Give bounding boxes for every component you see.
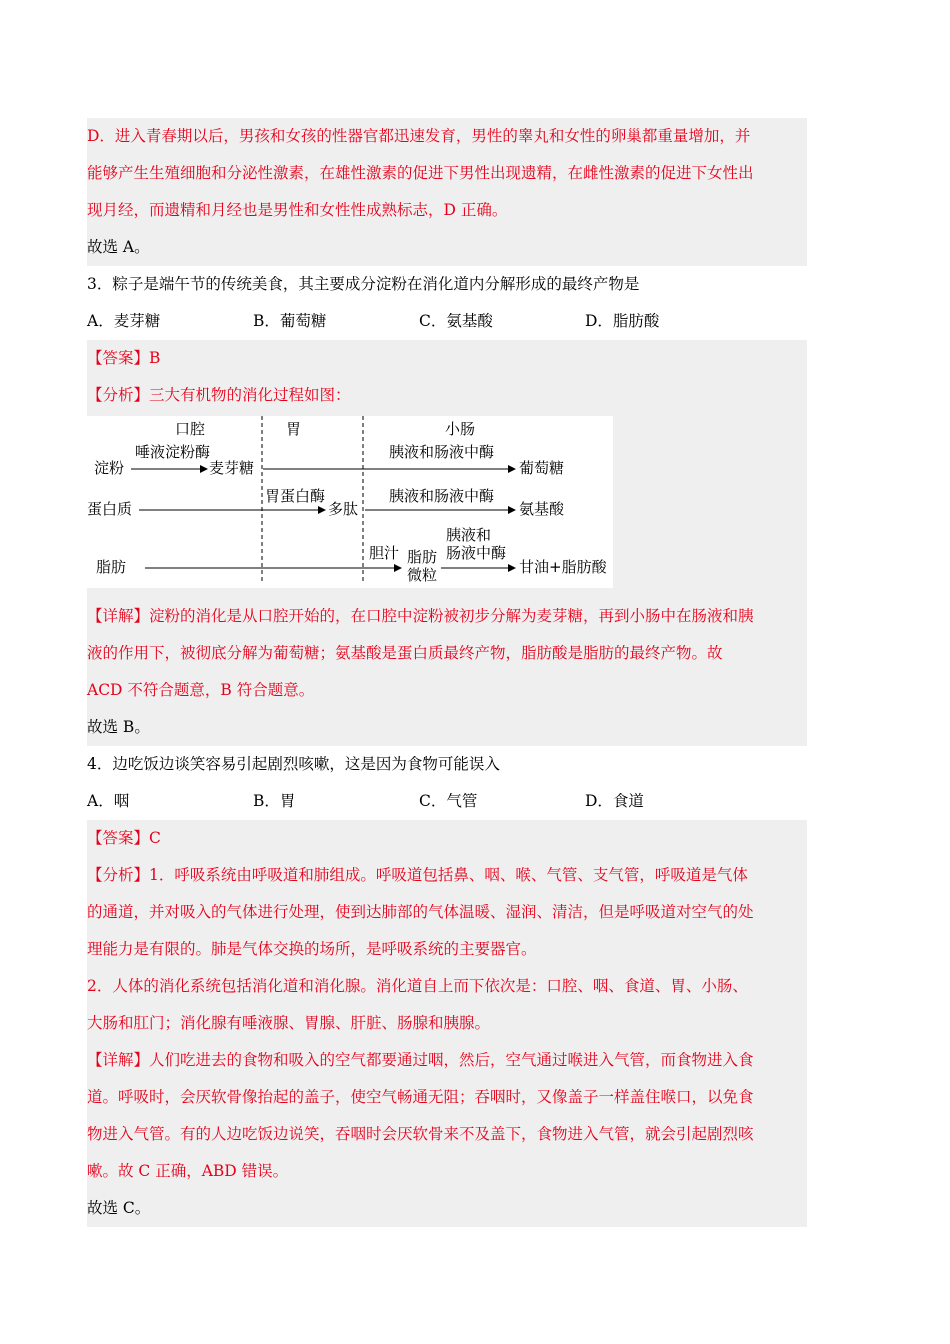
fat-enzyme-line-1: 胰液和: [446, 526, 492, 544]
glycerol-fatty-acid-label: 甘油+脂肪酸: [519, 558, 607, 576]
answer-line: 【答案】C: [87, 829, 161, 847]
analysis-line: 2．人体的消化系统包括消化道和消化腺。消化道自上而下依次是：口腔、咽、食道、胃、小肠、: [87, 977, 748, 995]
header-small-intestine: 小肠: [445, 420, 476, 438]
detail-line: 【详解】人们吃进去的食物和吸入的空气都要通过咽，然后，空气通过喉进入气管，而食物进入食: [87, 1051, 754, 1069]
polypeptide-label: 多肽: [328, 500, 359, 518]
digestion-diagram: [87, 416, 807, 588]
detail-line: 道。呼吸时，会厌软骨像抬起的盖子，使空气畅通无阻；吞咽时，又像盖子一样盖住喉口，以免食: [87, 1088, 754, 1106]
detail-line: ACD 不符合题意，B 符合题意。: [87, 681, 315, 699]
analysis-line: 大肠和肛门；消化腺有唾液腺、胃腺、肝脏、肠腺和胰腺。: [87, 1014, 491, 1032]
option-a: A．麦芽糖: [87, 312, 161, 330]
q2-explanation-block: [87, 118, 807, 266]
q3-stem: 3．粽子是端午节的传统美食，其主要成分淀粉在消化道内分解形成的最终产物是: [87, 275, 640, 293]
explanation-line: D．进入青春期以后，男孩和女孩的性器官都迅速发育，男性的睾丸和女性的卵巢都重量增加，并: [87, 127, 751, 145]
fat-droplet-label-1: 脂肪: [407, 548, 438, 566]
choice-line: 故选 A。: [87, 238, 150, 256]
detail-line: 液的作用下，被彻底分解为葡萄糖；氨基酸是蛋白质最终产物，脂肪酸是脂肪的最终产物。故: [87, 644, 723, 662]
header-mouth: 口腔: [175, 420, 206, 438]
option-d: D．脂肪酸: [585, 312, 660, 330]
detail-line: 嗽。故 C 正确，ABD 错误。: [87, 1162, 289, 1180]
protein-enzyme-intestine: 胰液和肠液中酶: [389, 487, 495, 505]
document-body: [87, 118, 807, 1227]
fat-label: 脂肪: [96, 558, 127, 576]
maltose-label: 麦芽糖: [209, 459, 255, 477]
option-b: B．葡萄糖: [253, 312, 327, 330]
starch-label: 淀粉: [94, 459, 125, 477]
glucose-label: 葡萄糖: [519, 459, 565, 477]
option-d: D．食道: [585, 792, 644, 810]
protein-label: 蛋白质: [87, 500, 133, 518]
detail-line: 物进入气管。有的人边吃饭边说笑，吞咽时会厌软骨来不及盖下，食物进入气管，就会引起剧烈咳: [87, 1125, 754, 1143]
q4-solution-block: [87, 820, 807, 1227]
starch-enzyme-saliva: 唾液淀粉酶: [135, 443, 211, 461]
header-stomach: 胃: [286, 420, 302, 438]
explanation-line: 现月经，而遗精和月经也是男性和女性性成熟标志，D 正确。: [87, 201, 508, 219]
q4-stem: 4．边吃饭边谈笑容易引起剧烈咳嗽，这是因为食物可能误入: [87, 755, 500, 773]
explanation-line: 能够产生生殖细胞和分泌性激素，在雄性激素的促进下男性出现遗精，在雌性激素的促进下女性出: [87, 164, 754, 182]
choice-line: 故选 B。: [87, 718, 150, 736]
analysis-line: 理能力是有限的。肺是气体交换的场所，是呼吸系统的主要器官。: [87, 940, 537, 958]
choice-line: 故选 C。: [87, 1199, 151, 1217]
q4-options: [87, 783, 807, 820]
bile-label: 胆汁: [369, 544, 400, 562]
detail-line: 【详解】淀粉的消化是从口腔开始的，在口腔中淀粉被初步分解为麦芽糖，再到小肠中在肠液和胰: [87, 607, 754, 625]
q3-options: [87, 303, 807, 340]
digestion-diagram-svg: [87, 416, 617, 588]
q3-solution-block: [87, 340, 807, 746]
pepsin-label: 胃蛋白酶: [265, 487, 326, 505]
analysis-line: 【分析】三大有机物的消化过程如图：: [87, 386, 351, 404]
fat-droplet-label-2: 微粒: [407, 566, 438, 584]
option-c: C．氨基酸: [419, 312, 493, 330]
starch-enzyme-intestine: 胰液和肠液中酶: [389, 443, 495, 461]
analysis-line: 【分析】1．呼吸系统由呼吸道和肺组成。呼吸道包括鼻、咽、喉、气管、支气管，呼吸道是气体: [87, 866, 748, 884]
answer-line: 【答案】B: [87, 349, 161, 367]
analysis-line: 的通道，并对吸入的气体进行处理，使到达肺部的气体温暖、湿润、清洁，但是呼吸道对空气的处: [87, 903, 754, 921]
option-c: C．气管: [419, 792, 478, 810]
amino-acid-label: 氨基酸: [519, 500, 565, 518]
option-a: A．咽: [87, 792, 130, 810]
option-b: B．胃: [253, 792, 296, 810]
fat-enzyme-line-2: 肠液中酶: [446, 544, 507, 562]
